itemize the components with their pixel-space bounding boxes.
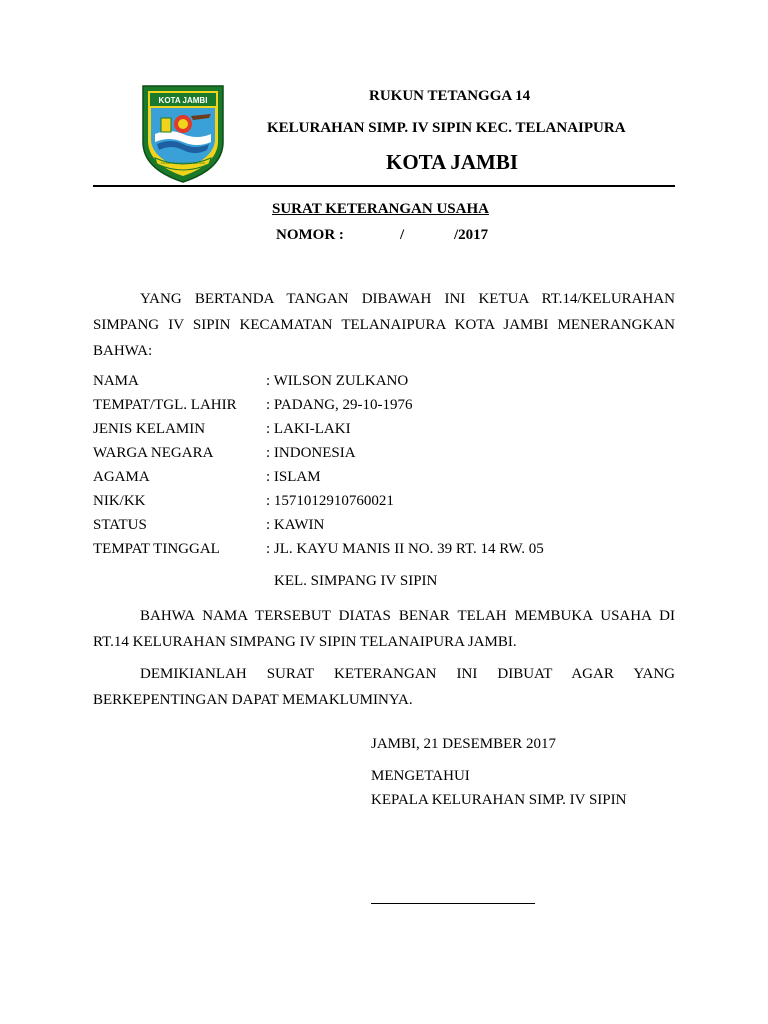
field-value: : KAWIN xyxy=(266,517,325,533)
field-value: : INDONESIA xyxy=(266,445,356,461)
field-value: : JL. KAYU MANIS II NO. 39 RT. 14 RW. 05 xyxy=(266,541,544,557)
field-label: TEMPAT/TGL. LAHIR xyxy=(93,397,237,413)
signature-line xyxy=(371,903,535,904)
field-value: : ISLAM xyxy=(266,469,321,485)
field-value: : 1571012910760021 xyxy=(266,493,394,509)
kota-jambi-emblem-icon xyxy=(141,84,225,184)
field-label: TEMPAT TINGGAL xyxy=(93,541,220,557)
field-value: : LAKI-LAKI xyxy=(266,421,351,437)
field-label: STATUS xyxy=(93,517,147,533)
place-date: JAMBI, 21 DESEMBER 2017 xyxy=(371,736,557,752)
address-continuation: KEL. SIMPANG IV SIPIN xyxy=(274,573,438,589)
field-value: : WILSON ZULKANO xyxy=(266,373,409,389)
statement-paragraph: BAHWA NAMA TERSEBUT DIATAS BENAR TELAH MEMBUKA USAHA DI RT.14 KELURAHAN SIMPANG IV SIPIN TELANAIPURA JAMBI. xyxy=(93,608,675,650)
signatory-position: KEPALA KELURAHAN SIMP. IV SIPIN xyxy=(371,792,627,808)
acknowledge-label: MENGETAHUI xyxy=(371,768,470,784)
field-label: AGAMA xyxy=(93,469,150,485)
field-label: NIK/KK xyxy=(93,493,146,509)
field-label: WARGA NEGARA xyxy=(93,445,214,461)
nomor-separator: / xyxy=(400,227,405,243)
header-divider xyxy=(93,185,675,187)
svg-text:TANAH PILIH PESAKO BETUAH: TANAH PILIH PESAKO BETUAH xyxy=(160,161,206,165)
field-value: : PADANG, 29-10-1976 xyxy=(266,397,413,413)
header-kelurahan: KELURAHAN SIMP. IV SIPIN KEC. TELANAIPURA xyxy=(267,120,626,136)
nomor-label: NOMOR : xyxy=(276,227,344,243)
closing-paragraph: DEMIKIANLAH SURAT KETERANGAN INI DIBUAT AGAR YANG BERKEPENTINGAN DAPAT MEMAKLUMINYA. xyxy=(93,666,675,708)
header-kota: KOTA JAMBI xyxy=(386,150,519,174)
nomor-year: /2017 xyxy=(454,227,489,243)
field-label: NAMA xyxy=(93,373,139,389)
svg-text:KOTA JAMBI: KOTA JAMBI xyxy=(158,96,208,105)
intro-paragraph: YANG BERTANDA TANGAN DIBAWAH INI KETUA RT.14/KELURAHAN SIMPANG IV SIPIN KECAMATAN TELANAIPURA KOTA JAMBI MENERANGKAN BAHWA: xyxy=(93,291,675,359)
field-label: JENIS KELAMIN xyxy=(93,421,206,437)
document-title: SURAT KETERANGAN USAHA xyxy=(272,201,489,217)
header-rt: RUKUN TETANGGA 14 xyxy=(369,88,531,104)
